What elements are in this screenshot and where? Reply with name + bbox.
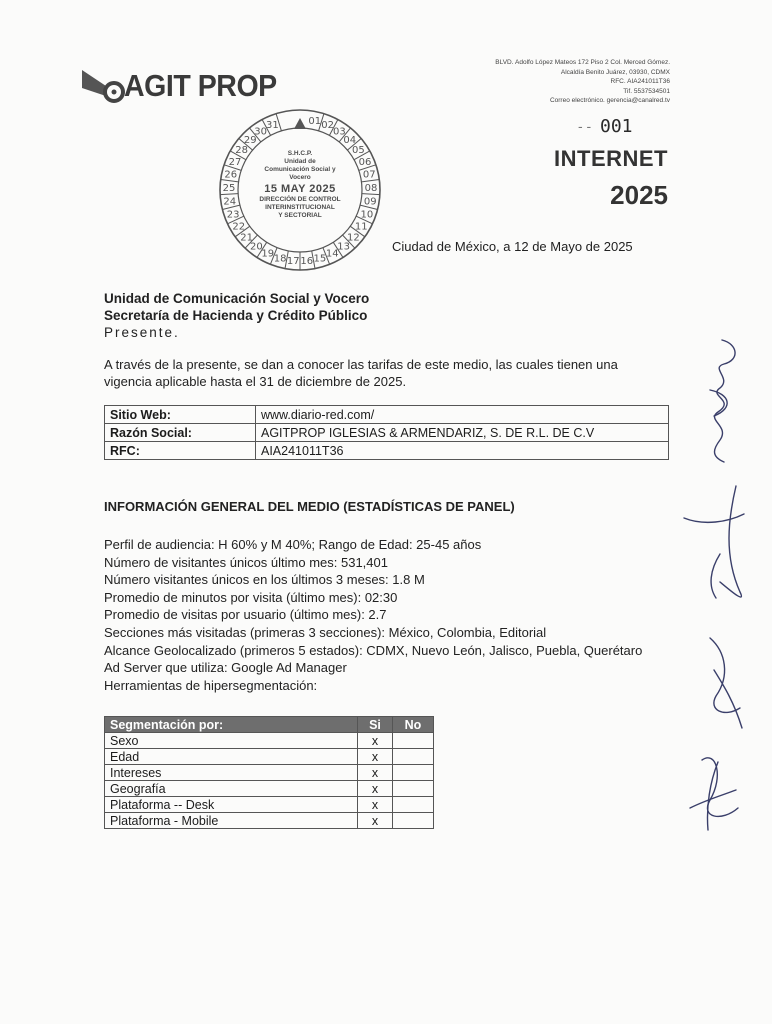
margin-signatures: [680, 330, 760, 850]
info-value: www.diario-red.com/: [256, 406, 669, 424]
segment-no: [393, 797, 434, 813]
addressee-line: Unidad de Comunicación Social y Vocero: [104, 291, 370, 306]
svg-text:28: 28: [235, 145, 248, 157]
svg-text:08: 08: [364, 182, 378, 194]
addressee-presente: Presente.: [104, 325, 180, 340]
intro-paragraph: A través de la presente, se dan a conocer las tarifas de este medio, las cuales tienen una vigencia aplicable hasta el 31 de diciembre de 2025.: [104, 357, 618, 389]
stat-line: Secciones más visitadas (primeras 3 secciones): México, Colombia, Editorial: [104, 624, 547, 640]
svg-text:05: 05: [352, 145, 365, 157]
segment-label: Sexo: [105, 733, 358, 749]
column-header: No: [393, 717, 434, 733]
stat-line: Promedio de visitas por usuario (último mes): 2.7: [104, 607, 387, 623]
table-row: [105, 442, 669, 460]
svg-text:14: 14: [325, 248, 339, 260]
stamp-line: Unidad de: [284, 158, 316, 165]
table-row: [105, 765, 434, 781]
address-line: BLVD. Adolfo López Mateos 172 Piso 2 Col. Merced Gómez.: [495, 59, 670, 66]
stamp-date: 15 MAY 2025: [264, 183, 336, 195]
svg-text:21: 21: [240, 232, 253, 244]
svg-text:04: 04: [343, 134, 357, 146]
company-address: [430, 58, 670, 106]
stamp-line: INTERINSTITUCIONAL: [265, 204, 335, 211]
svg-text:29: 29: [243, 134, 257, 146]
svg-text:26: 26: [224, 169, 238, 181]
table-row: [105, 424, 669, 442]
svg-text:22: 22: [232, 221, 246, 233]
table-header-row: [105, 717, 434, 733]
svg-text:11: 11: [354, 221, 368, 233]
stamp-org: S.H.C.P.: [287, 150, 313, 157]
svg-text:19: 19: [261, 248, 275, 260]
svg-text:25: 25: [222, 182, 236, 194]
segment-si: x: [358, 797, 393, 813]
svg-text:06: 06: [358, 156, 372, 168]
segment-label: Plataforma - Mobile: [105, 813, 358, 829]
table-row: [105, 797, 434, 813]
svg-text:18: 18: [273, 253, 287, 265]
address-line: RFC. AIA241011T36: [610, 78, 670, 85]
stamp-text: [256, 150, 344, 220]
segment-si: x: [358, 765, 393, 781]
svg-text:30: 30: [254, 126, 267, 138]
table-row: [105, 406, 669, 424]
address-line: Alcaldía Benito Juárez, 03930, CDMX: [560, 68, 670, 76]
medium-label: INTERNET: [554, 146, 668, 171]
segment-label: Plataforma -- Desk: [105, 797, 358, 813]
svg-text:15: 15: [313, 253, 327, 265]
stat-line: Ad Server que utiliza: Google Ad Manager: [104, 660, 347, 676]
stat-line: Número de visitantes únicos último mes: 531,401: [104, 554, 388, 570]
segment-no: [393, 781, 434, 797]
info-value: AIA241011T36: [256, 442, 669, 460]
segment-no: [393, 765, 434, 781]
table-row: [105, 749, 434, 765]
section-title: INFORMACIÓN GENERAL DEL MEDIO (ESTADÍSTICAS DE PANEL): [104, 499, 515, 514]
segment-label: Geografía: [105, 781, 358, 797]
segment-label: Intereses: [105, 765, 358, 781]
segment-si: x: [358, 749, 393, 765]
date-line: Ciudad de México, a 12 de Mayo de 2025: [392, 239, 633, 254]
folio-number: 001: [600, 116, 633, 137]
column-header: Si: [358, 717, 393, 733]
stamp-line: Comunicación Social y Vocero: [264, 166, 336, 181]
column-header: Segmentación por:: [105, 717, 358, 733]
folio-dash: - -: [578, 118, 592, 134]
segment-si: x: [358, 781, 393, 797]
stats-list: [104, 536, 642, 694]
segment-no: [393, 749, 434, 765]
segment-no: [393, 813, 434, 829]
address-line: Correo electrónico. gerencia@canalred.tv: [549, 97, 670, 104]
addressee-line: Secretaría de Hacienda y Crédito Público: [104, 308, 368, 323]
segment-no: [393, 733, 434, 749]
info-label: RFC:: [105, 442, 256, 460]
addressee-block: [104, 290, 369, 341]
svg-text:01: 01: [308, 116, 322, 128]
svg-text:02: 02: [321, 120, 334, 132]
reception-stamp: [214, 98, 384, 280]
svg-text:27: 27: [228, 156, 242, 168]
segment-si: x: [358, 813, 393, 829]
info-value: AGITPROP IGLESIAS & ARMENDARIZ, S. DE R.L. DE C.V: [256, 424, 669, 442]
svg-text:13: 13: [337, 241, 350, 253]
year-label: 2025: [610, 180, 668, 210]
stamp-line: Y SECTORIAL: [278, 212, 322, 219]
address-line: Tif. 5537534501: [623, 87, 670, 95]
media-info-table: [104, 405, 669, 460]
svg-text:20: 20: [250, 241, 263, 253]
info-label: Sitio Web:: [105, 406, 256, 424]
stat-line: Herramientas de hipersegmentación:: [104, 677, 318, 693]
table-row: [105, 813, 434, 829]
info-label: Razón Social:: [105, 424, 256, 442]
svg-text:31: 31: [266, 120, 279, 132]
svg-text:09: 09: [363, 196, 377, 208]
svg-text:24: 24: [223, 196, 237, 208]
svg-text:23: 23: [226, 209, 240, 221]
stat-line: Número visitantes únicos en los últimos 3 meses: 1.8 M: [104, 572, 425, 588]
table-row: [105, 781, 434, 797]
stamp-line: DIRECCIÓN DE CONTROL: [259, 196, 341, 203]
segment-label: Edad: [105, 749, 358, 765]
segment-si: x: [358, 733, 393, 749]
segmentation-table: [104, 716, 434, 829]
svg-text:12: 12: [347, 232, 360, 244]
svg-text:03: 03: [333, 126, 346, 138]
svg-text:07: 07: [362, 169, 376, 181]
table-row: [105, 733, 434, 749]
svg-text:16: 16: [300, 256, 314, 268]
logo-text: AGIT PROP: [124, 68, 277, 103]
stat-line: Promedio de minutos por visita (último mes): 02:30: [104, 589, 398, 605]
svg-text:17: 17: [286, 256, 300, 268]
stat-line: Perfil de audiencia: H 60% y M 40%; Rango de Edad: 25-45 años: [104, 537, 482, 552]
svg-text:10: 10: [360, 209, 374, 221]
megaphone-icon: [80, 66, 126, 110]
stat-line: Alcance Geolocalizado (primeros 5 estados): CDMX, Nuevo León, Jalisco, Puebla, Querétaro: [104, 642, 643, 658]
